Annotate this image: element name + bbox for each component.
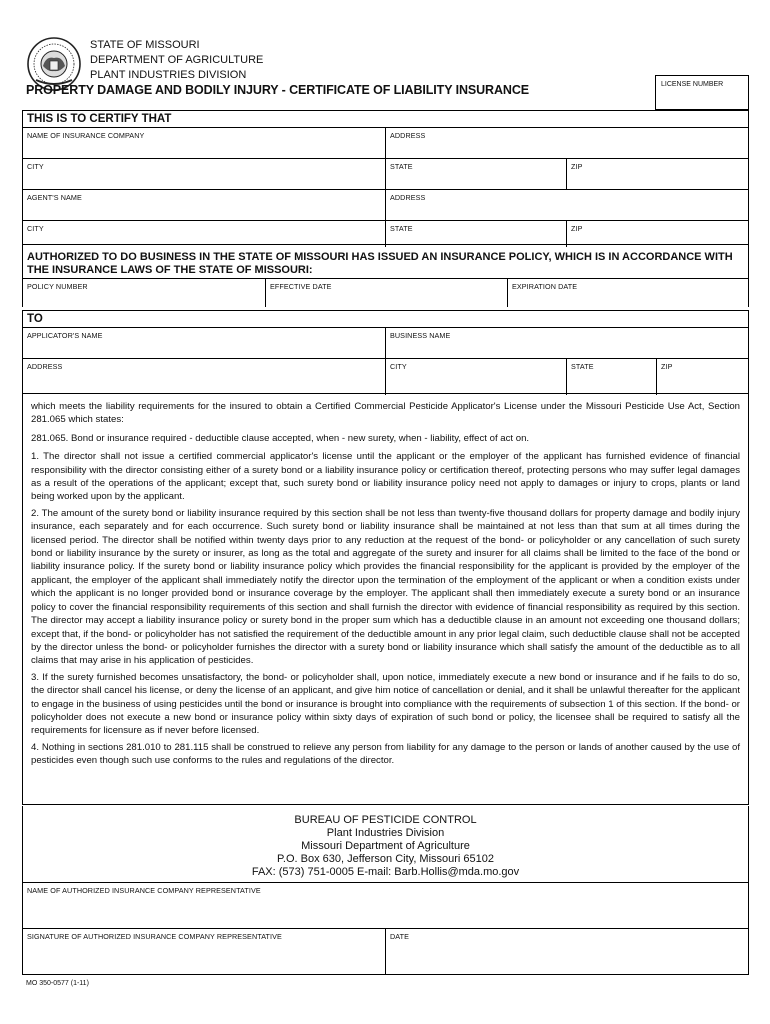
agency-department: DEPARTMENT OF AGRICULTURE	[90, 54, 264, 66]
field-label: ZIP	[571, 224, 583, 233]
section-heading: 281.065. Bond or insurance required - deductible clause accepted, when - new surety, when - liability, effect of act on.	[31, 432, 530, 444]
field-label: ADDRESS	[390, 193, 426, 202]
field-label: ZIP	[571, 162, 583, 171]
to-heading: TO	[23, 310, 748, 327]
statute-paragraph-2: 2. The amount of the surety bond or liability insurance required by this section shall be not less than twenty-five thousand dollars for property damage and bodily injury insurance, each separately and for each occurrence. Such surety bond or liability insurance shall be maintained at not less than that sum at all times during the licensed period. The director shall be notified within twenty days prior to any reduction at the request of the bond- or policyholder or any cancellation of such surety bond or liability insurance by the surety or insurer, as long as the total and aggregate of the surety and insurer for all claims shall be limited to the face of the bond or liability insurance policy. If the surety bond or liability insurance policy which provides the financial responsibility for the applicant is provided by the employer of the applicant, the employer of the applicant shall immediately notify the director upon the termination of the employment of the applicant or when a condition exists under which the applicant is no longer provided bond or insurance coverage by the employer. The applicant shall then immediately execute a surety bond or an insurance policy to cover the financial responsibility requirements of this section and shall furnish the director with evidence of financial responsibility as required by this section. The director may accept a liability insurance policy or surety bond in the proper sum which has a deductible clause in an amount not exceeding one thousand dollars; except that, if the bond- or policyholder has not satisfied the requirement of the deductible amount in any prior legal claim, such deductible clause shall not be accepted by the director unless the bond- or policyholder furnishes the director with a surety bond or liability insurance which shall satisfy the amount of the deductible as to all claims that may arise in his application of pesticides.	[31, 507, 740, 667]
field-label: SIGNATURE OF AUTHORIZED INSURANCE COMPANY REPRESENTATIVE	[27, 932, 282, 941]
business-name-field[interactable]	[385, 328, 748, 358]
field-label: ADDRESS	[390, 131, 426, 140]
insurance-company-address-field[interactable]	[385, 128, 748, 158]
field-label: BUSINESS NAME	[390, 331, 451, 340]
form-number: MO 350-0577 (1-11)	[26, 980, 89, 987]
field-label: CITY	[27, 162, 44, 171]
bureau-name: BUREAU OF PESTICIDE CONTROL	[294, 814, 477, 826]
applicator-zip-field[interactable]	[656, 359, 748, 395]
agent-address-field[interactable]	[385, 190, 748, 220]
field-label: STATE	[390, 224, 413, 233]
insurance-company-city-field[interactable]	[23, 159, 385, 189]
field-label: STATE	[390, 162, 413, 171]
field-label: NAME OF INSURANCE COMPANY	[27, 131, 145, 140]
field-label: ZIP	[661, 362, 673, 371]
agent-name-field[interactable]	[23, 190, 385, 220]
bureau-address: P.O. Box 630, Jefferson City, Missouri 65102	[276, 853, 495, 865]
statute-paragraph-4: 4. Nothing in sections 281.010 to 281.115 shall be construed to relieve any person from liability for any damage to the person or lands of another caused by the use of pesticides even though such use conforms to the rules and regulations of the director.	[31, 741, 740, 767]
field-label: AGENT'S NAME	[27, 193, 82, 202]
representative-signature-field[interactable]	[23, 929, 385, 974]
applicator-city-field[interactable]	[385, 359, 566, 395]
license-number-label: LICENSE NUMBER	[661, 81, 724, 88]
bureau-department: Missouri Department of Agriculture	[301, 840, 470, 852]
field-label: EFFECTIVE DATE	[270, 282, 332, 291]
agency-header	[90, 38, 263, 83]
authorized-heading: AUTHORIZED TO DO BUSINESS IN THE STATE OF MISSOURI HAS ISSUED AN INSURANCE POLICY, WHICH IS IN ACCORDANCE WITH THE INSURANCE LAWS OF THE STATE OF MISSOURI:	[23, 244, 748, 278]
field-label: DATE	[390, 932, 410, 941]
statute-paragraph-3: 3. If the surety furnished becomes unsatisfactory, the bond- or policyholder shall, upon notice, immediately execute a new bond or insurance and if he fails to do so, the director shall cancel his license, or deny the license of an applicant, and give him notice of cancellation or denial, and it shall be unlawful thereafter for the applicant to engage in the business of using pesticides until the bond or insurance is brought into compliance with the requirements of subsection 1 of this section. If the bond- or policyholder does not execute a new bond or insurance policy within sixty days of expiration of such bond or policy, the licensee shall be required to satisfy all the requirements for licensure as if never before licensed.	[31, 671, 740, 737]
applicator-address-field[interactable]	[23, 359, 385, 395]
policy-number-field[interactable]	[23, 279, 265, 307]
field-label: STATE	[571, 362, 594, 371]
form-title: PROPERTY DAMAGE AND BODILY INJURY - CERTIFICATE OF LIABILITY INSURANCE	[26, 83, 529, 97]
bureau-contact-block	[22, 806, 749, 882]
authorized-section	[22, 244, 749, 307]
representative-name-field[interactable]	[23, 883, 748, 928]
agency-division: PLANT INDUSTRIES DIVISION	[90, 69, 247, 81]
to-section	[22, 310, 749, 395]
certify-heading: THIS IS TO CERTIFY THAT	[23, 110, 748, 127]
field-label: NAME OF AUTHORIZED INSURANCE COMPANY REPRESENTATIVE	[27, 886, 261, 895]
field-label: POLICY NUMBER	[27, 282, 88, 291]
bureau-division: Plant Industries Division	[326, 827, 445, 839]
field-label: ADDRESS	[27, 362, 63, 371]
intro-paragraph: which meets the liability requirements for the insured to obtain a Certified Commercial Pesticide Applicator's License under the Missouri Pesticide Use Act, Section 281.065 which states:	[31, 401, 740, 426]
field-label: CITY	[390, 362, 407, 371]
insurance-company-zip-field[interactable]	[566, 159, 748, 189]
insurance-company-name-field[interactable]	[23, 128, 385, 158]
field-label: APPLICATOR'S NAME	[27, 331, 103, 340]
expiration-date-field[interactable]	[507, 279, 748, 307]
field-label: EXPIRATION DATE	[512, 282, 578, 291]
representative-date-field[interactable]	[385, 929, 748, 974]
field-label: CITY	[27, 224, 44, 233]
bureau-fax-email: FAX: (573) 751-0005 E-mail: Barb.Hollis@mda.mo.gov	[251, 866, 520, 878]
statute-paragraph-1: 1. The director shall not issue a certified commercial applicator's license until the applicant or the employer of the applicant has furnished evidence of financial responsibility with the director consisting either of a surety bond or a liability insurance policy or certification thereof, protecting persons who may suffer legal damages as a result of the operations of the applicant; except that, such surety bond or liability insurance policy need not apply to damages or injury to crops, plants or land being worked upon by the applicant.	[31, 451, 740, 503]
agency-state: STATE OF MISSOURI	[90, 39, 200, 51]
representative-section	[22, 882, 749, 975]
statute-text-block	[22, 393, 749, 805]
license-number-field[interactable]	[655, 75, 749, 110]
applicator-state-field[interactable]	[566, 359, 656, 395]
certify-section	[22, 110, 749, 247]
insurance-company-state-field[interactable]	[385, 159, 566, 189]
applicator-name-field[interactable]	[23, 328, 385, 358]
effective-date-field[interactable]	[265, 279, 507, 307]
